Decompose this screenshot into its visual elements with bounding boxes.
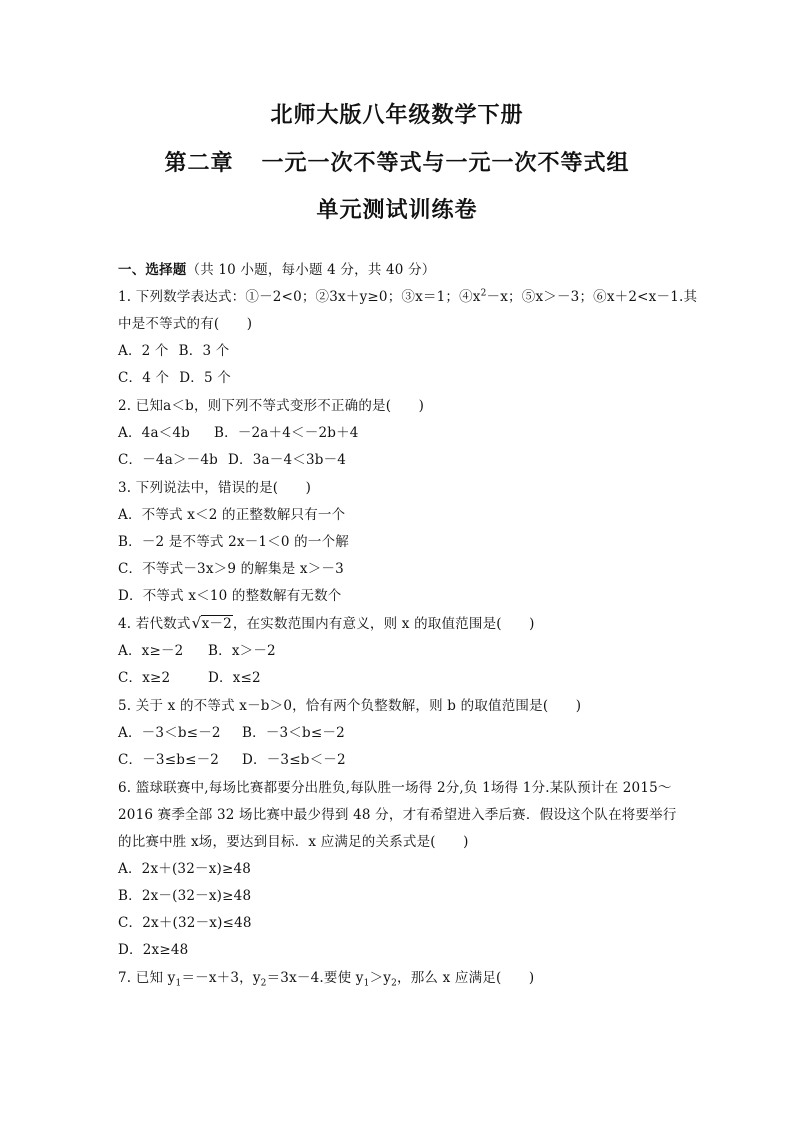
chapter-label: 第二章	[164, 151, 234, 176]
q3-option-c: C．不等式－3x＞9 的解集是 x＞－3	[118, 561, 344, 577]
q6-option-d: D．2x≥48	[118, 942, 189, 958]
q4-option-d: D．x≤2	[208, 670, 261, 686]
q7-text-b: ＝－x＋3，y	[181, 970, 261, 986]
q7-subscript-4: 2	[391, 978, 398, 989]
q7-text-e: ，那么 x 应满足( )	[397, 970, 535, 986]
q2-option-d: D．3a－4＜3b－4	[228, 452, 347, 468]
question-2-options-cd	[118, 450, 346, 470]
question-4-options-ab	[118, 641, 276, 661]
q1-text-b: －x；⑤x＞－3；⑥x＋2<x－1.其	[486, 289, 698, 305]
question-1-stem-line2: 中是不等式的有( )	[118, 316, 253, 332]
question-4-options-cd	[118, 668, 261, 688]
square-root-sign: √ x－2	[191, 614, 232, 632]
q7-subscript-1: 1	[175, 978, 182, 989]
question-2-stem: 2. 已知a＜b，则下列不等式变形不正确的是( )	[118, 398, 425, 414]
question-3-stem: 3. 下列说法中，错误的是( )	[118, 480, 312, 496]
q3-option-a: A．不等式 x＜2 的正整数解只有一个	[118, 507, 346, 523]
q1-exponent: 2	[480, 288, 487, 299]
q5-option-d: D．－3≤b＜－2	[242, 752, 346, 768]
q4-text-b: ，在实数范围内有意义，则 x 的取值范围是( )	[232, 616, 535, 632]
question-2-options-ab	[118, 423, 359, 443]
q7-text-a: 7. 已知 y	[118, 970, 176, 986]
section-heading-label: 一、选择题	[118, 262, 187, 278]
q5-option-a: A．－3＜b≤－2	[118, 725, 221, 741]
q6-option-a: A．2x＋(32－x)≥48	[118, 861, 252, 877]
q1-option-a: A．2 个	[118, 343, 169, 359]
q2-option-a: A．4a＜4b	[118, 425, 191, 441]
question-1-options-cd	[118, 368, 231, 388]
chapter-title: 一元一次不等式与一元一次不等式组	[261, 151, 630, 176]
question-6-stem-line1: 6. 篮球联赛中,每场比赛都要分出胜负,每队胜一场得 2分,负 1场得 1分.某队预计在 2015～	[118, 780, 672, 796]
q7-text-d: ＞y	[369, 970, 392, 986]
q3-option-b: B．－2 是不等式 2x－1＜0 的一个解	[118, 534, 349, 550]
q5-option-b: B．－3＜b≤－2	[242, 725, 345, 741]
q4-radicand: x－2	[201, 616, 232, 632]
q6-option-c: C．2x＋(32－x)≤48	[118, 915, 252, 931]
q1-option-d: D．5 个	[179, 370, 231, 386]
document-title-line1: 北师大版八年级数学下册	[270, 103, 524, 128]
document-title-line2	[0, 146, 794, 177]
question-1-options-ab	[118, 341, 229, 361]
q4-text-a: 4. 若代数式	[118, 616, 191, 632]
q1-option-c: C．4 个	[118, 370, 170, 386]
q4-option-c: C．x≥2	[118, 670, 171, 686]
q7-subscript-3: 1	[363, 978, 370, 989]
q7-text-c: ＝3x－4.要使 y	[266, 970, 364, 986]
section-heading	[118, 260, 436, 280]
q2-option-c: C．－4a＞－4b	[118, 452, 218, 468]
question-1-stem-line1	[118, 287, 697, 307]
q4-option-b: B．x＞－2	[208, 643, 276, 659]
question-7-stem	[118, 968, 534, 988]
q1-text-a: 1. 下列数学表达式：①－2<0；②3x＋y≥0；③x＝1；④x	[118, 289, 481, 305]
question-5-options-cd	[118, 750, 346, 770]
q7-subscript-2: 2	[260, 978, 267, 989]
q2-option-b: B．－2a＋4＜－2b＋4	[214, 425, 359, 441]
question-5-options-ab	[118, 723, 345, 743]
q5-option-c: C．－3≤b≤－2	[118, 752, 220, 768]
question-5-stem: 5. 关于 x 的不等式 x－b＞0，恰有两个负整数解，则 b 的取值范围是( )	[118, 698, 582, 714]
q1-option-b: B．3 个	[178, 343, 230, 359]
question-6-stem-line2: 2016 赛季全部 32 场比赛中最少得到 48 分，才有希望进入季后赛．假设这个队在将要举行	[118, 807, 677, 823]
question-4-stem	[118, 614, 535, 634]
q3-option-d: D．不等式 x＜10 的整数解有无数个	[118, 588, 342, 604]
q4-option-a: A．x≥－2	[118, 643, 184, 659]
document-title-line3: 单元测试训练卷	[316, 198, 478, 223]
q6-option-b: B．2x－(32－x)≥48	[118, 888, 252, 904]
section-heading-note: （共 10 小题，每小题 4 分，共 40 分）	[186, 262, 436, 278]
question-6-stem-line3: 的比赛中胜 x场，要达到目标．x 应满足的关系式是( )	[118, 834, 469, 850]
